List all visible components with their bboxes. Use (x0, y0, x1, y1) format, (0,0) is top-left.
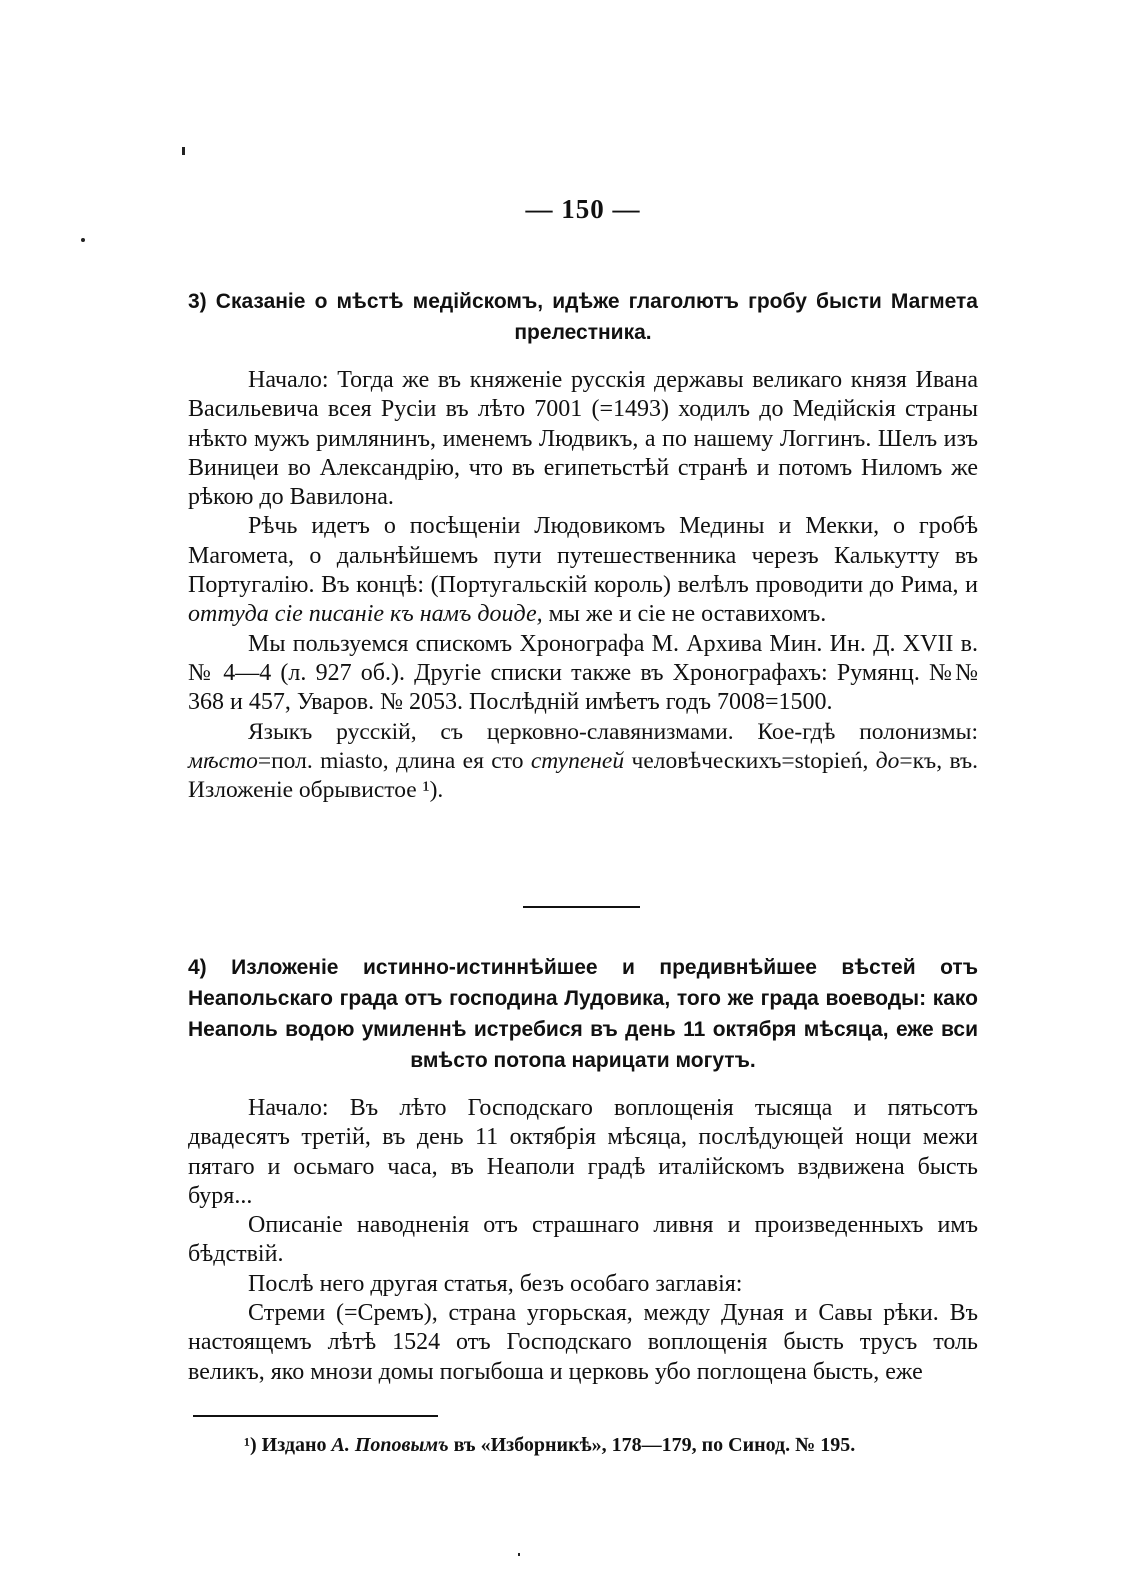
section-4-paragraph-1: Начало: Въ лѣто Господскаго воплощенія тысяща и пятьсотъ двадесятъ третій, въ день 11 октябрія мѣсяца, послѣдующей нощи межи пятаго и осьмаго часа, въ Неаполи градѣ италійскомъ вздвижена бысть буря... (188, 1095, 978, 1209)
term-italic: до (875, 747, 900, 774)
section-4-heading: 4) Изложеніе истинно-истиннѣйшее и предивнѣйшее вѣстей отъ Неапольскаго града отъ господина Лудовика, того же града воеводы: како Неаполь водою умиленнѣ истребися въ день 11 октября мѣсяца, еже вси вмѣсто потопа нарицати могутъ. (188, 956, 978, 1072)
paragraph-text: Языкъ русскій, съ церковно-славянизмами. Кое-гдѣ полонизмы: (248, 718, 978, 745)
section-3-body (188, 366, 978, 805)
section-4-paragraph-4: Стреми (=Сремъ), страна угорьская, между Дуная и Савы рѣки. Въ настоящемъ лѣтѣ 1524 отъ Господскаго воплощенія бысть трусъ толь великъ, яко мнози домы погыбоша и церковь убо поглощена бысть, еже (188, 1300, 978, 1385)
paragraph-text: мы же и сіе не оставихомъ. (548, 601, 827, 628)
section-4-paragraph-2: Описаніе наводненія отъ страшнаго ливня и произведенныхъ имъ бѣдствій. (188, 1212, 978, 1268)
scan-speck (182, 147, 185, 155)
section-3-heading: 3) Сказаніе о мѣстѣ медійскомъ, идѣже глаголютъ гробу бысти Магмета прелестника. (188, 290, 978, 344)
section-4-body (188, 1094, 978, 1387)
footnote-prefix: ¹) Издано (244, 1434, 327, 1456)
section-3-paragraph-2 (188, 512, 978, 629)
paragraph-text: =пол. miasto, длина ея сто (257, 747, 524, 774)
footnote-suffix: въ «Изборникѣ», 178—179, по Синод. № 195. (453, 1434, 856, 1456)
paragraph-text: человѣческихъ=stopień, (631, 747, 869, 774)
section-4-paragraph-3: Послѣ него другая статья, безъ особаго заглавія: (248, 1270, 743, 1297)
footnote (244, 1432, 964, 1458)
quote-italic: оттуда сіе писаніе къ намъ доиде, (188, 601, 543, 628)
term-italic: ступеней (530, 747, 625, 774)
scan-speck (81, 238, 85, 242)
section-3-paragraph-3: Мы пользуемся спискомъ Хронографа М. Архива Мин. Ин. Д. XVII в. № 4—4 (л. 927 об.). Другіе списки также въ Хронографахъ: Румянц. №№ 368 и 457, Уваров. № 2053. Послѣдній имѣетъ годъ 7008=1500. (188, 630, 978, 716)
footnote-rule (193, 1415, 438, 1417)
term-italic: мѣсто (188, 747, 258, 774)
paragraph-text: Рѣчь идетъ о посѣщеніи Людовикомъ Медины и Мекки, о гробѣ Магомета, о дальнѣйшемъ пути путешественника черезъ Калькутту въ Португалію. Въ концѣ: (Португальскій король) велѣлъ проводити до Рима, и (188, 513, 978, 599)
section-3-paragraph-4 (188, 718, 978, 806)
section-divider (523, 906, 640, 908)
paragraph-text: =къ, въ. Изложеніе обрывистое ¹). (188, 747, 979, 804)
section-3-paragraph-1: Начало: Тогда же въ княженіе русскія державы великаго князя Ивана Васильевича всея Русіи въ лѣто 7001 (=1493) ходилъ до Медійскія страны нѣкто мужъ римлянинъ, именемъ Людвикъ, а по нашему Логгинъ. Шелъ изъ Виницеи во Александрію, что въ египетьстѣй странѣ и потомъ Ниломъ же рѣкою до Вавилона. (188, 367, 978, 511)
scan-speck (518, 1553, 520, 1556)
footnote-author: А. Поповымъ (331, 1434, 449, 1456)
page-number: — 150 — (525, 194, 641, 224)
